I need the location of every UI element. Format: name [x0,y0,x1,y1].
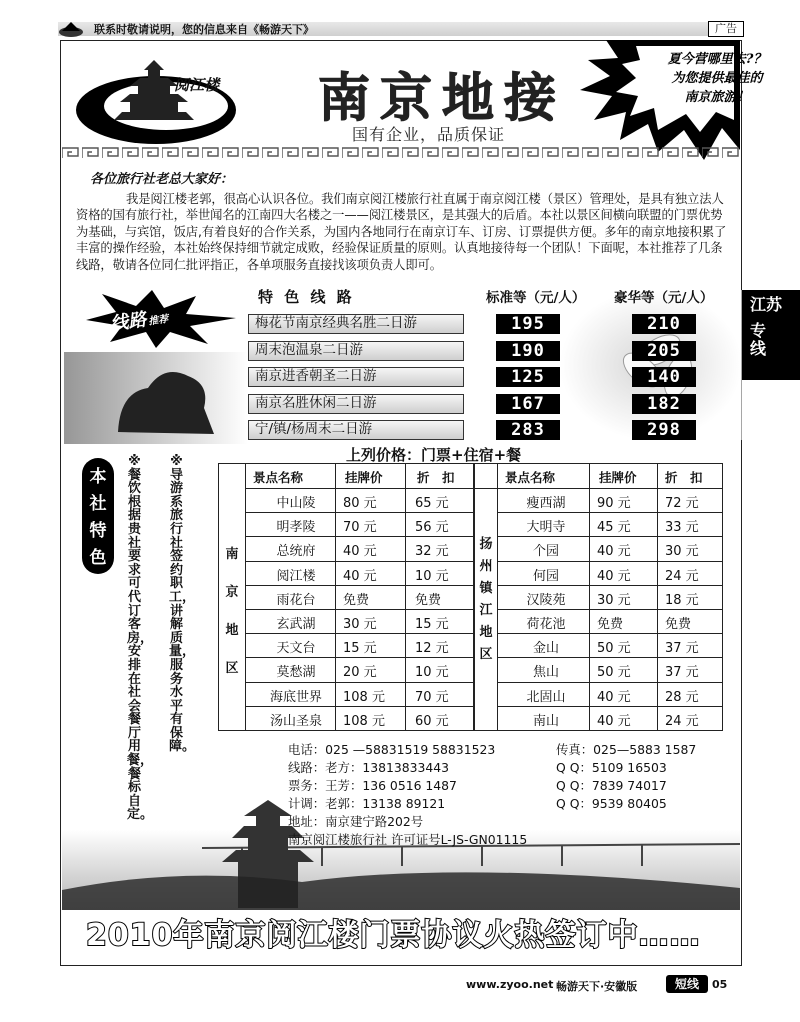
intro-section [76,168,728,273]
features-badge-char: 特 [89,521,107,541]
burst-line: 南京旅游！ [684,90,750,105]
scenic-name: 阅江楼 [276,569,316,584]
scenic-name: 何园 [532,569,559,584]
list-price: 20 元 [343,665,377,680]
th-discount-left: 折 扣 [417,470,455,485]
routes-header [248,286,738,308]
table-row-rule [245,585,473,586]
discount-price: 28 元 [665,690,699,705]
table-row-rule [497,609,722,610]
contact-fax: 传真：025—5883 1587 [556,742,697,757]
list-price: 50 元 [597,665,631,680]
route-std-price: 190 [496,341,560,361]
side-tab-char: 苏 [766,295,783,314]
pavilion-logo-icon [74,50,274,146]
scenic-name: 瘦西湖 [526,496,566,511]
list-price: 108 元 [343,714,385,729]
scenic-name: 玄武湖 [276,617,316,632]
scenic-name: 明孝陵 [276,520,316,535]
route-lux-price: 205 [632,341,696,361]
list-price: 90 元 [597,496,631,511]
side-tab-char: 江 [750,295,767,314]
list-price: 40 元 [597,714,631,729]
list-price: 30 元 [597,593,631,608]
table-row-rule [245,512,473,513]
feature-dining: ※餐饮根据贵社要求可代订客房，安排在社会餐厅用餐，餐标自定。 [127,454,154,823]
contact-route: 线路：老方：13813833443 [288,760,450,775]
scenic-name: 海底世界 [269,690,322,705]
discount-price: 24 元 [665,714,699,729]
th-discount-right: 折 扣 [665,470,703,485]
page-title: 南京地接 [318,68,567,129]
stone-statue-photo [64,352,248,444]
route-std-price: 125 [496,367,560,387]
th-scenic-left: 景点名称 [253,470,304,485]
route-item: 南京进香朝圣二日游 [248,367,464,387]
footer [0,970,800,1010]
scenic-name: 天文台 [276,641,316,656]
table-row-rule [245,536,473,537]
route-item: 周末泡温泉二日游 [248,341,464,361]
scenic-name: 荷花池 [526,617,566,632]
route-std-price: 167 [496,394,560,414]
list-price: 免费 [343,593,370,608]
list-price: 50 元 [597,641,631,656]
discount-price: 15 元 [415,617,449,632]
table-row-rule [497,512,722,513]
header [62,42,767,157]
th-scenic-right: 景点名称 [505,470,556,485]
scenic-name: 个园 [532,544,559,559]
table-header-rule [245,488,722,489]
discount-price: 18 元 [665,593,699,608]
table-row-rule [497,536,722,537]
routes-header-std: 标准等（元/人） [486,290,586,306]
list-price: 免费 [597,617,624,632]
table-row-rule [245,633,473,634]
table-row-rule [245,682,473,683]
table-row-rule [497,561,722,562]
discount-price: 65 元 [415,496,449,511]
burst-line: 为您提供最佳的 [671,71,763,86]
discount-price: 56 元 [415,520,449,535]
publication-logo-icon [58,20,84,38]
features-badge [86,464,110,572]
discount-price: 70 元 [415,690,449,705]
contact-qq: Q Q：5109 16503 [556,760,667,775]
ad-tag: 广告 [708,21,744,37]
discount-price: 10 元 [415,665,449,680]
list-price: 70 元 [343,520,377,535]
scenic-name: 总统府 [276,544,316,559]
contact-phone: 电话：025 —58831519 58831523 [288,742,496,757]
list-price: 40 元 [343,544,377,559]
list-price: 40 元 [597,544,631,559]
scenic-name: 金山 [532,641,559,656]
bottom-banner [62,900,740,964]
scenic-name: 大明寺 [526,520,566,535]
intro-paragraph: 我是阅江楼老郭，很高心认识各位。我们南京阅江楼旅行社直属于南京阅江楼（景区）管理处，是具有独立法人资格的国有旅行社，举世闻名的江南四大名楼之一——阅江楼景区，是其强大的后盾。本社以景区间横向联盟的门票优势为基础，与宾馆，饭店,有着良好的合作关系，为国内各地同行在南京订车、订房、订票提供方便。多年的南京地接积累了丰富的操作经验，本社始终保持细节就定成败，经验保证质量的原则。认真地接待每一个团队！下面呢，本社推荐了几条线路，敬请各位同仁批评指正，各单项服务直接找该项负责人即可。 [76,192,727,272]
footer-url[interactable]: www.zyoo.net [466,978,554,991]
scenic-name: 汉陵苑 [526,593,566,608]
blossom-photo [560,290,742,440]
th-list-left: 挂牌价 [345,470,383,485]
discount-price: 免费 [415,593,442,608]
contact-license: 南京阅江楼旅行社 许可证号L-JS-GN01115 [288,832,528,847]
features-badge-char: 社 [89,494,107,514]
banner-text: 2010年南京阅江楼门票协议火热签订中…… [86,918,701,953]
scenic-name: 焦山 [532,665,559,680]
route-std-price: 283 [496,420,560,440]
contact-address: 地址：南京建宁路202号 [288,814,424,829]
route-badge-main: 线路 [109,309,148,335]
burst-slogan [642,50,792,107]
list-price: 108 元 [343,690,385,705]
table-row-rule [245,561,473,562]
routes-header-name: 特 色 线 路 [258,288,355,306]
contact-ticket: 票务：王芳：136 0516 1487 [288,778,457,793]
region-char: 京 [225,585,239,600]
discount-price: 32 元 [415,544,449,559]
table-row-rule [245,609,473,610]
list-price: 80 元 [343,496,377,511]
region-char: 区 [225,661,239,676]
discount-price: 免费 [665,617,692,632]
discount-price: 37 元 [665,641,699,656]
route-badge-small: 推荐 [147,313,170,328]
th-list-right: 挂牌价 [599,470,637,485]
route-lux-price: 182 [632,394,696,414]
route-lux-price: 298 [632,420,696,440]
list-price: 15 元 [343,641,377,656]
region-char: 地 [479,625,493,640]
route-lux-price: 140 [632,367,696,387]
table-row-rule [497,657,722,658]
page-subtitle: 国有企业，品质保证 [352,125,506,144]
scenic-name: 南山 [532,714,559,729]
table-row-rule [245,657,473,658]
features-badge-char: 色 [89,548,107,568]
table-row-rule [497,585,722,586]
side-tab-jiangsu [742,290,800,380]
routes-header-lux: 豪华等（元/人） [614,290,714,306]
list-price: 30 元 [343,617,377,632]
footer-page-number: 05 [712,978,728,991]
side-tab-char: 专 [750,321,767,340]
greeting: 各位旅行社老总大家好： [90,172,234,187]
scenic-name: 莫愁湖 [276,665,316,680]
ticket-table [218,463,723,731]
feature-guide: ※导游系旅行社签约职工，讲解质量，服务水平有保障。 [169,454,196,755]
route-std-price: 195 [496,314,560,334]
scenic-name: 北固山 [526,690,566,705]
list-price: 40 元 [343,569,377,584]
region-char: 扬 [479,537,493,552]
side-tab-char: 线 [750,339,767,358]
table-row-rule [497,633,722,634]
meander-divider [62,146,740,160]
region-nanjing [225,536,239,688]
route-lux-price: 210 [632,314,696,334]
discount-price: 33 元 [665,520,699,535]
route-item: 南京名胜休闲二日游 [248,394,464,414]
region-char: 江 [479,603,493,618]
scenic-name: 雨花台 [276,593,316,608]
scenic-name: 中山陵 [276,496,316,511]
discount-price: 24 元 [665,569,699,584]
discount-price: 72 元 [665,496,699,511]
table-row-rule [497,682,722,683]
region-char: 南 [225,547,239,562]
contact-qq: Q Q：9539 80405 [556,796,667,811]
region-char: 州 [479,559,493,574]
table-row-rule [245,706,473,707]
scenic-name: 汤山圣泉 [269,714,322,729]
discount-price: 30 元 [665,544,699,559]
route-item: 梅花节南京经典名胜二日游 [248,314,464,334]
discount-price: 37 元 [665,665,699,680]
discount-price: 10 元 [415,569,449,584]
source-notice: 联系时敬请说明，您的信息来自《畅游天下》 [94,23,314,36]
logo-text: 阅江楼 [174,76,220,94]
list-price: 40 元 [597,569,631,584]
burst-line: 夏今营哪里去?？ [667,52,767,67]
discount-price: 60 元 [415,714,449,729]
region-yangzhou-zhenjiang [477,534,495,666]
region-char: 区 [479,647,493,662]
footer-section-badge: 短线 [666,975,708,993]
top-bar [0,0,800,40]
price-note: 上列价格：门票+住宿+餐 [346,446,522,464]
table-row-rule [497,706,722,707]
region-char: 地 [225,623,239,638]
region-char: 镇 [479,581,493,596]
features-badge-char: 本 [89,467,107,487]
footer-publication: 畅游天下·安徽版 [556,980,638,993]
discount-price: 12 元 [415,641,449,656]
list-price: 45 元 [597,520,631,535]
contact-plan: 计调：老郭：13138 89121 [288,796,446,811]
list-price: 40 元 [597,690,631,705]
contact-qq: Q Q：7839 74017 [556,778,667,793]
route-item: 宁/镇/杨周末二日游 [248,420,464,440]
